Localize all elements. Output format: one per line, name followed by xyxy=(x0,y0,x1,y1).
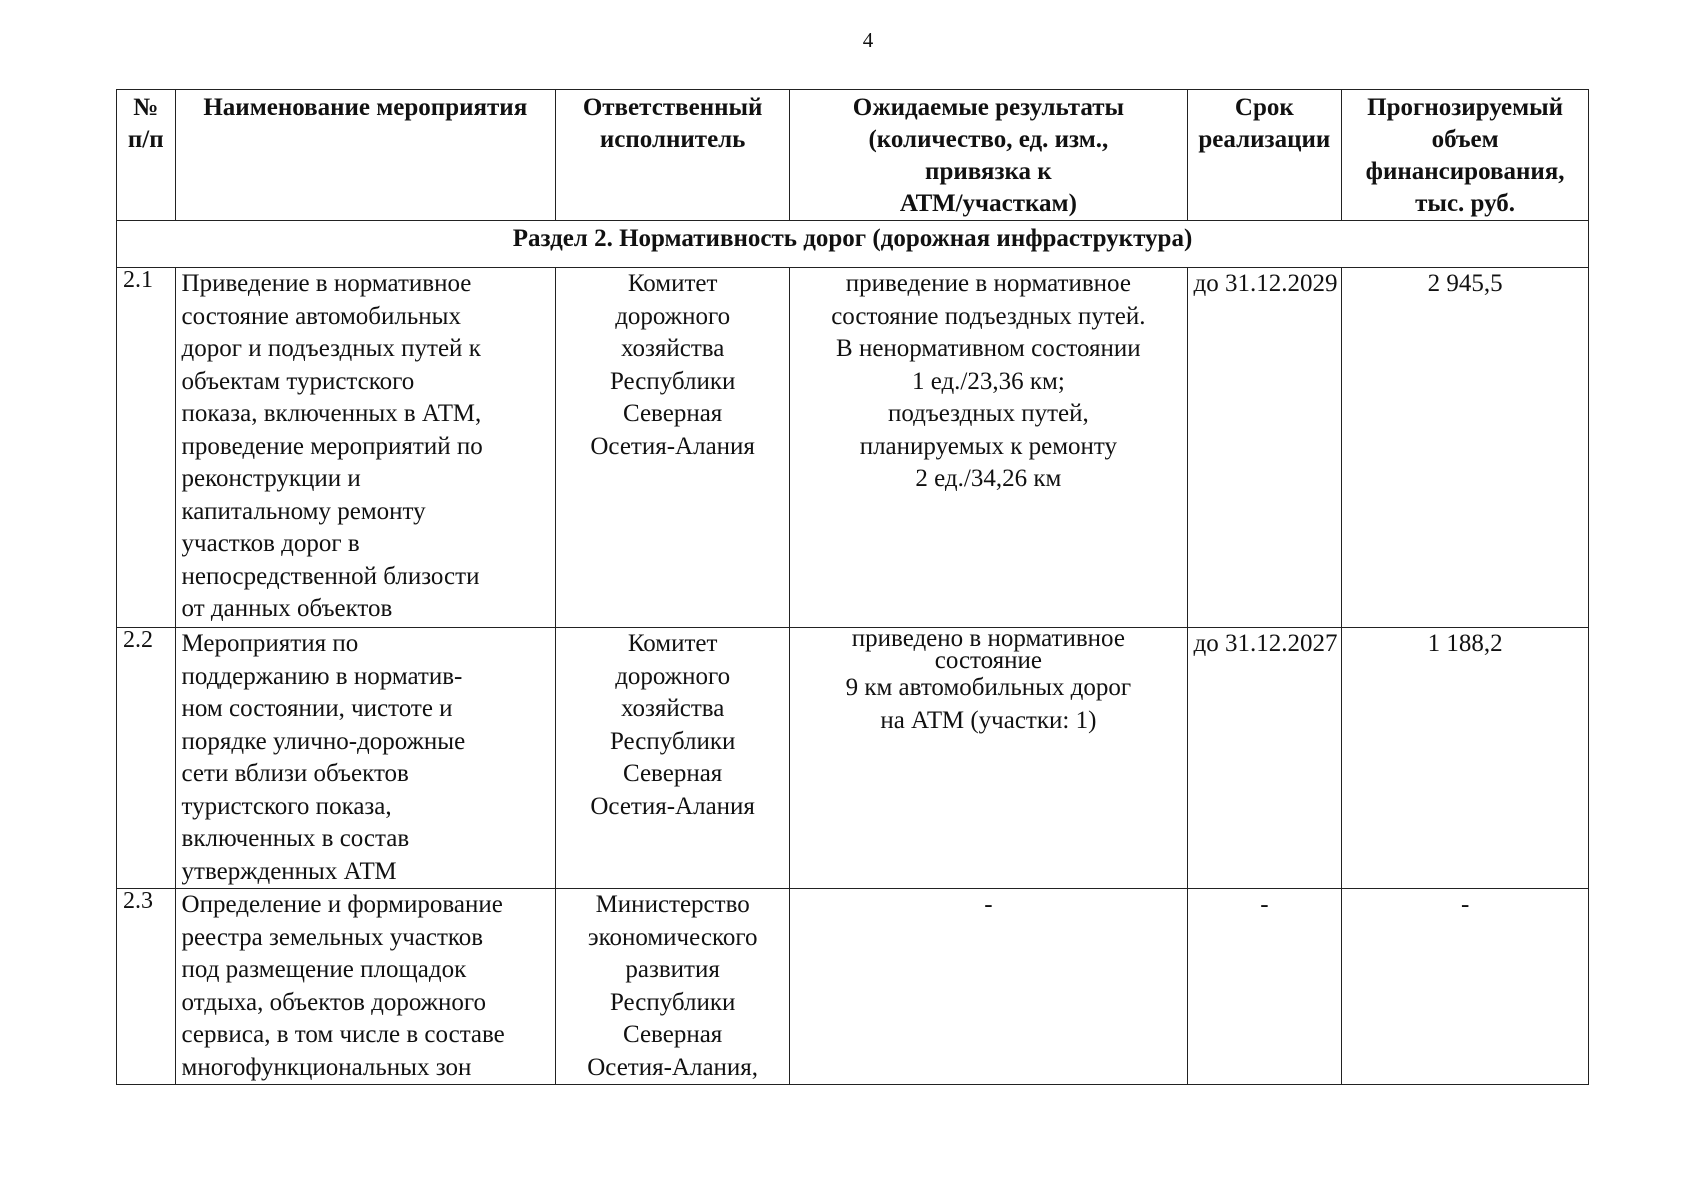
text-line: В ненормативном состоянии xyxy=(836,335,1141,362)
text-line: поддержанию в норматив- xyxy=(181,662,463,690)
row-financing: - xyxy=(1342,889,1589,1085)
header-term-line: реализации xyxy=(1198,126,1331,153)
text-line: реестра земельных участков xyxy=(181,923,484,951)
text-line: 1 ед./23,36 км; xyxy=(911,367,1065,395)
text-line: сети вблизи объектов xyxy=(181,760,409,787)
text-line: ном состоянии, чистоте и xyxy=(181,695,453,722)
text-line: Министерство xyxy=(595,891,750,918)
header-financing-line: финансирования, xyxy=(1365,158,1565,185)
header-responsible-line: исполнитель xyxy=(599,126,746,153)
text-line: многофункциональных зон xyxy=(181,1053,472,1081)
activities-table xyxy=(116,89,1589,1085)
text-line: капитальному ремонту xyxy=(181,497,426,525)
row-activity-name xyxy=(175,628,556,889)
text-line: хозяйства xyxy=(620,695,725,722)
text-line: объектам туристского xyxy=(181,367,415,395)
row-number: 2.1 xyxy=(117,268,176,628)
text-line: - xyxy=(984,891,993,918)
text-line: Определение и формирование xyxy=(181,891,503,918)
text-line: Осетия-Алания, xyxy=(587,1053,759,1081)
text-line: приведено в нормативное xyxy=(851,625,1125,652)
text-line: Осетия-Алания xyxy=(590,792,755,820)
row-term: - xyxy=(1187,889,1342,1085)
header-financing xyxy=(1342,90,1589,221)
table-row xyxy=(117,268,1589,628)
header-responsible xyxy=(556,90,790,221)
text-line: экономического xyxy=(587,923,758,951)
text-line: Мероприятия по xyxy=(181,630,359,657)
table-row xyxy=(117,628,1589,889)
text-line: состояние подъездных путей. xyxy=(831,302,1146,330)
text-line: 9 км автомобильных дорог xyxy=(845,674,1132,701)
text-line: от данных объектов xyxy=(181,595,393,622)
row-activity-name xyxy=(175,889,556,1085)
text-line: Республики xyxy=(609,727,736,755)
header-term-line: Срок xyxy=(1234,94,1294,121)
text-line: Приведение в нормативное xyxy=(181,270,472,297)
row-term: до 31.12.2027 xyxy=(1187,628,1342,889)
row-term: до 31.12.2029 xyxy=(1187,268,1342,628)
text-line: Республики xyxy=(609,367,736,395)
header-results-line: Ожидаемые результаты xyxy=(852,94,1125,121)
row-results xyxy=(790,889,1187,1085)
row-responsible xyxy=(556,889,790,1085)
row-activity-name xyxy=(175,268,556,628)
text-line: хозяйства xyxy=(620,335,725,362)
header-financing-line: Прогнозируемый xyxy=(1367,94,1564,121)
row-responsible xyxy=(556,628,790,889)
section-row xyxy=(117,221,1589,268)
text-line: показа, включенных в АТМ, xyxy=(181,400,482,427)
text-line: туристского показа, xyxy=(181,792,392,820)
header-name: Наименование мероприятия xyxy=(175,90,556,221)
text-line: включенных в состав xyxy=(181,825,410,852)
header-results-line: привязка к xyxy=(925,158,1052,185)
text-line: Северная xyxy=(622,760,723,787)
text-line: дорог и подъездных путей к xyxy=(181,335,481,362)
row-number: 2.2 xyxy=(117,628,176,889)
text-line: подъездных путей, xyxy=(887,400,1089,427)
row-results xyxy=(790,625,1187,889)
section-title: Раздел 2. Нормативность дорог (дорожная инфраструктура) xyxy=(117,221,1589,268)
row-results xyxy=(790,268,1187,628)
text-line: участков дорог в xyxy=(181,530,360,557)
row-financing: 1 188,2 xyxy=(1342,628,1589,889)
row-number: 2.3 xyxy=(117,889,176,1085)
text-line: непосредственной близости xyxy=(181,562,480,590)
header-term xyxy=(1187,90,1342,221)
header-responsible-line: Ответственный xyxy=(582,94,763,121)
text-line: состояние xyxy=(934,647,1043,674)
text-line: развития xyxy=(625,956,720,983)
text-line: Комитет xyxy=(627,630,718,657)
row-financing: 2 945,5 xyxy=(1342,268,1589,628)
text-line: проведение мероприятий по xyxy=(181,432,483,460)
table-header-row xyxy=(117,90,1589,221)
header-number xyxy=(117,90,176,221)
text-line: Северная xyxy=(622,400,723,427)
header-number-line: п/п xyxy=(127,126,164,153)
page-number: 4 xyxy=(862,28,874,52)
text-line: дорожного xyxy=(615,302,731,330)
text-line: дорожного xyxy=(615,662,731,690)
header-results-line: АТМ/участкам) xyxy=(899,190,1077,217)
text-line: реконструкции и xyxy=(181,465,361,492)
header-number-line: № xyxy=(133,94,159,121)
text-line: состояние автомобильных xyxy=(181,302,461,330)
header-financing-line: тыс. руб. xyxy=(1415,190,1516,217)
header-results xyxy=(790,90,1187,221)
text-line: отдыха, объектов дорожного xyxy=(181,988,487,1016)
text-line: планируемых к ремонту xyxy=(859,432,1118,460)
text-line: Республики xyxy=(609,988,736,1016)
text-line: приведение в нормативное xyxy=(845,270,1131,297)
text-line: под размещение площадок xyxy=(181,956,467,983)
table-row xyxy=(117,889,1589,1085)
header-financing-line: объем xyxy=(1431,126,1499,153)
text-line: Комитет xyxy=(627,270,718,297)
text-line: сервиса, в том числе в составе xyxy=(181,1021,505,1048)
text-line: утвержденных АТМ xyxy=(181,857,397,885)
header-results-line: (количество, ед. изм., xyxy=(868,126,1109,153)
row-responsible xyxy=(556,268,790,628)
text-line: порядке улично-дорожные xyxy=(181,727,466,755)
text-line: 2 ед./34,26 км xyxy=(915,465,1062,492)
text-line: Осетия-Алания xyxy=(590,432,755,460)
text-line: Северная xyxy=(622,1021,723,1048)
text-line: на АТМ (участки: 1) xyxy=(880,706,1097,734)
